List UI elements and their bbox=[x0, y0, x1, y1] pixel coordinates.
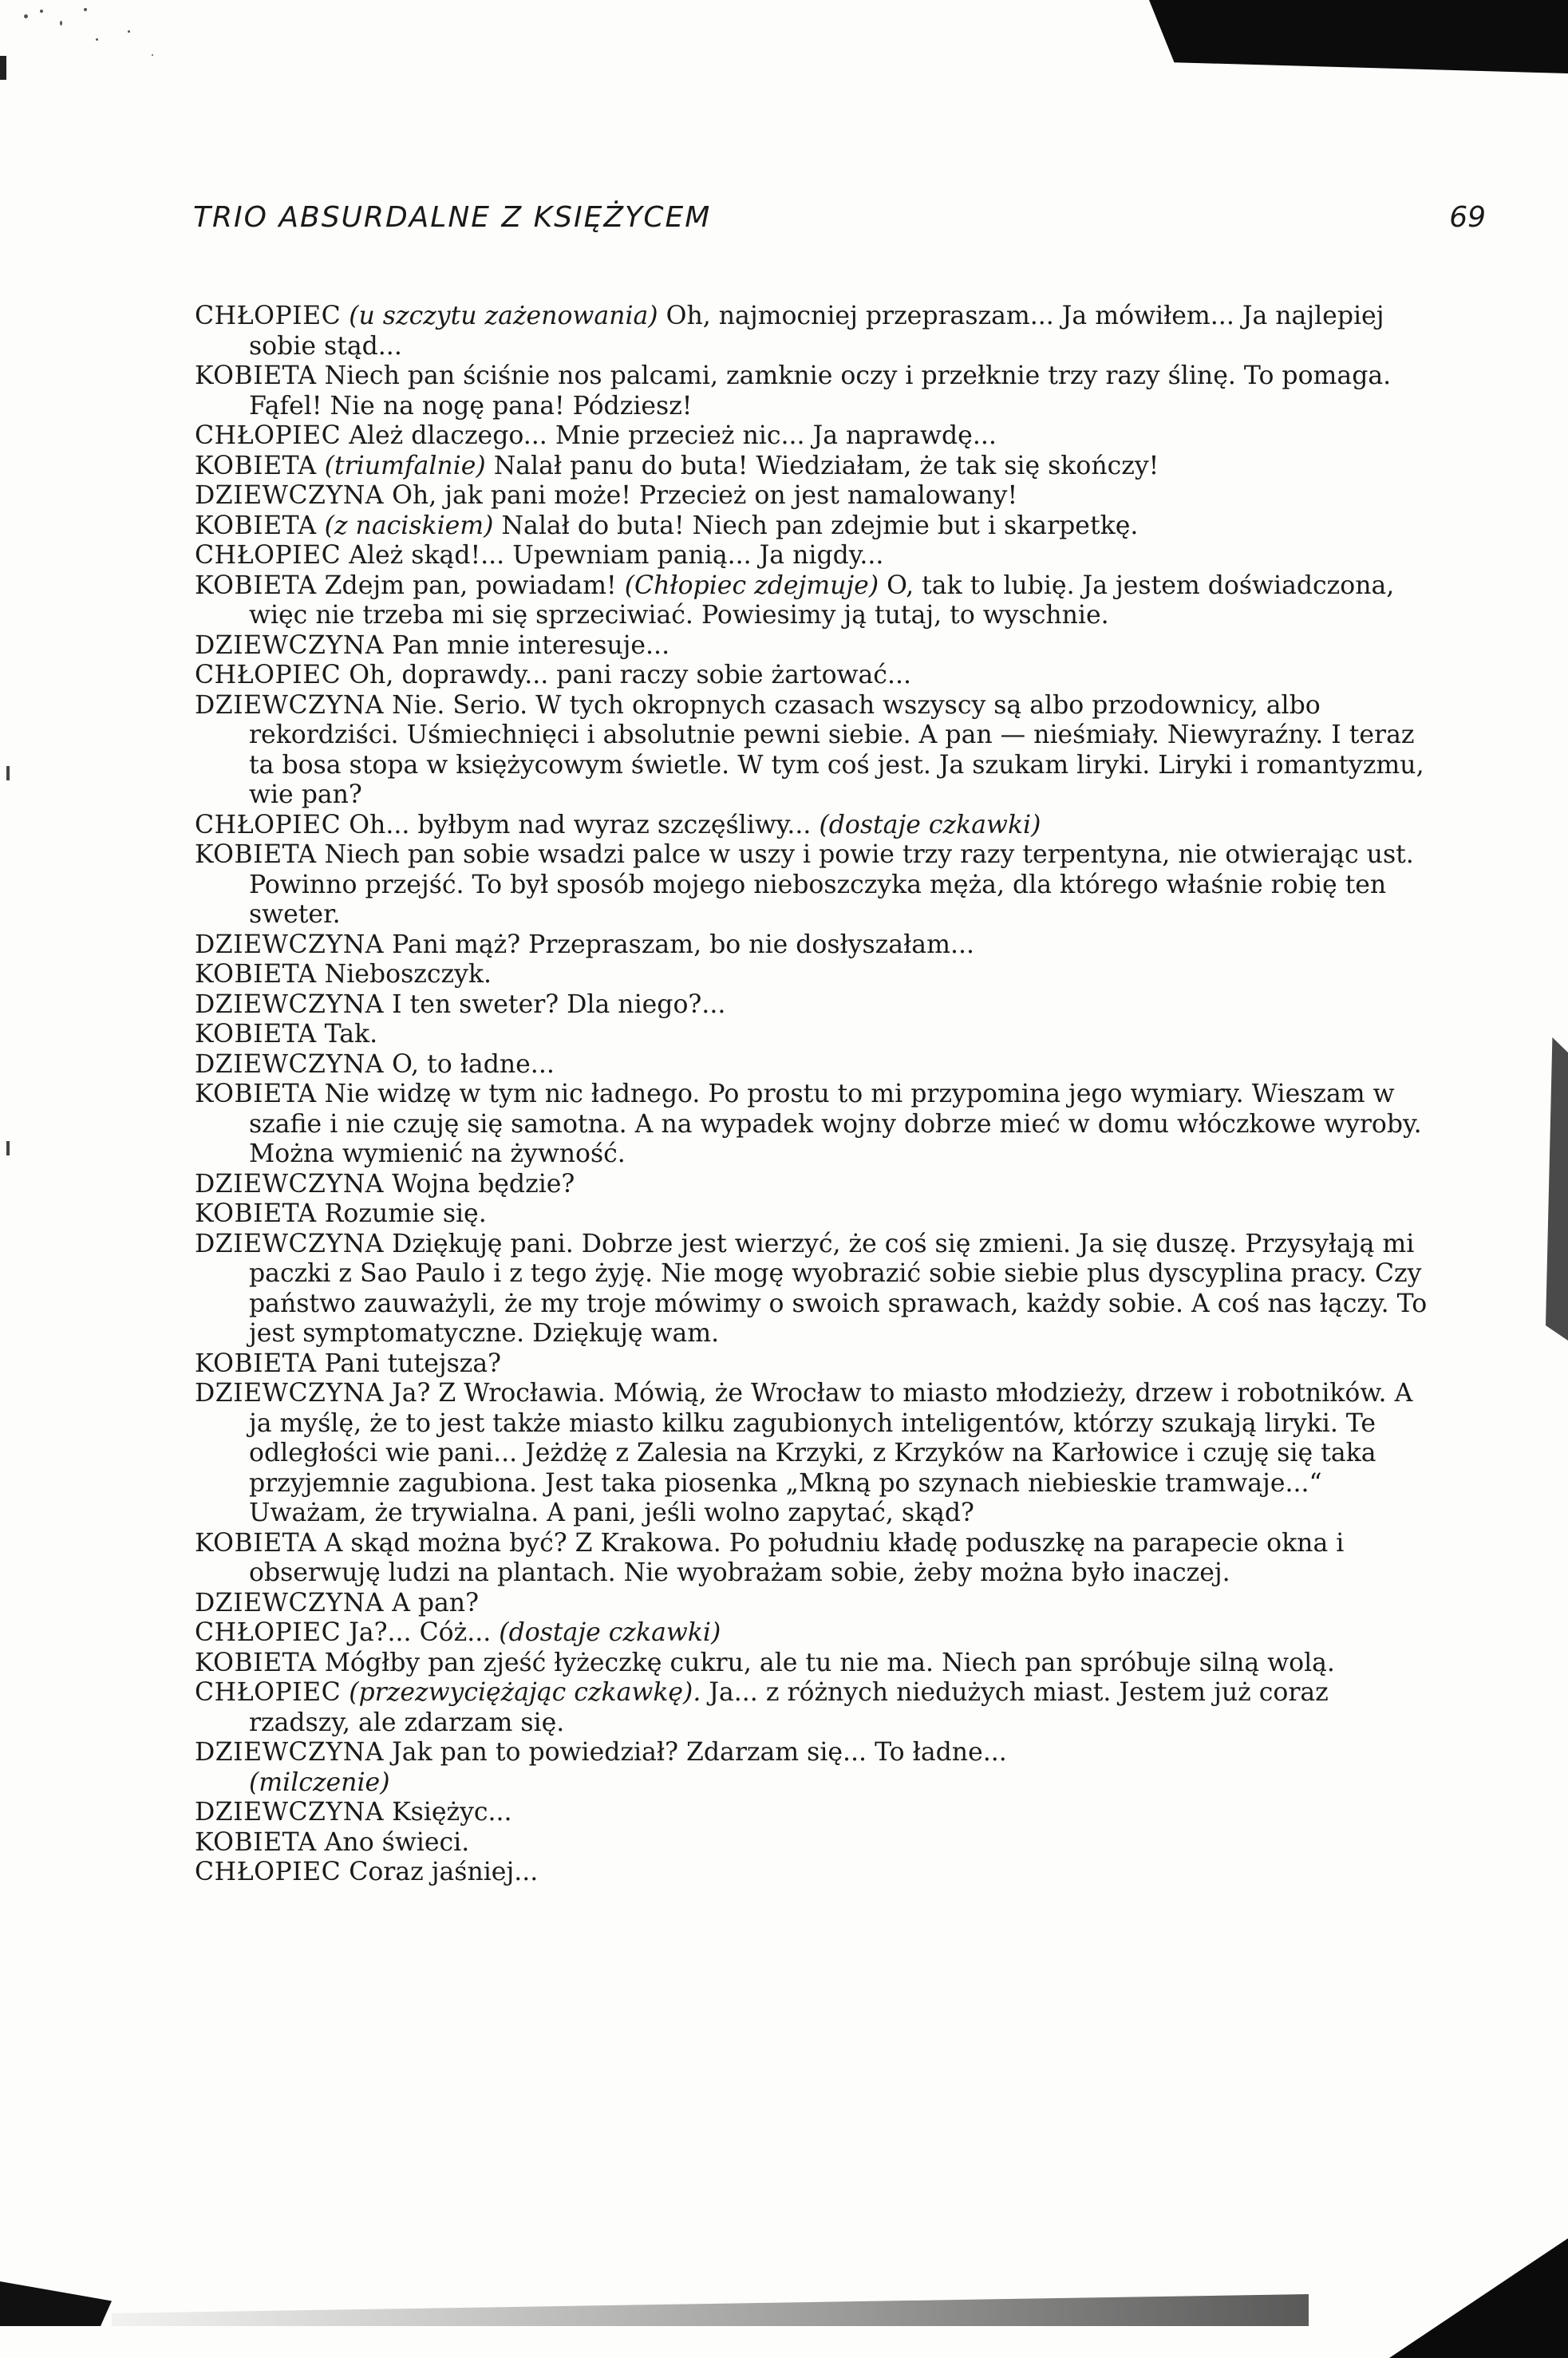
speaker-name: CHŁOPIEC bbox=[195, 541, 342, 570]
dialogue-line bbox=[195, 511, 1428, 542]
dialogue-line bbox=[195, 990, 1428, 1021]
dialogue-line bbox=[195, 1170, 1428, 1200]
dialogue-line bbox=[195, 631, 1428, 662]
line-text: Ja... z różnych niedużych miast. Jestem już coraz rzadszy, ale zdarzam się. bbox=[249, 1678, 1329, 1737]
dialogue-line bbox=[195, 691, 1428, 811]
line-text: Nie. Serio. W tych okropnych czasach wszyscy są albo przodownicy, albo rekordziści. Uśmiechnięci i absolutnie pewni siebie. A pan — nieśmiały. Niewyraźny. I teraz ta bosa stopa w księżycowym świetle. W tym coś jest. Ja szukam liryki. Liryki i romantyzmu, wie pan? bbox=[249, 690, 1424, 809]
scan-mark-left bbox=[0, 56, 6, 80]
speaker-name: KOBIETA bbox=[195, 1020, 317, 1049]
line-text: Pani mąż? Przepraszam, bo nie dosłyszałam... bbox=[392, 930, 974, 959]
line-text: Oh, doprawdy... pani raczy sobie żartować... bbox=[349, 661, 911, 689]
line-text: Niech pan ściśnie nos palcami, zamknie oczy i przełknie trzy razy ślinę. To pomaga. Fąfel! Nie na nogę pana! Pódziesz! bbox=[249, 361, 1392, 421]
speaker-name: KOBIETA bbox=[195, 451, 317, 480]
dialogue-line bbox=[195, 1349, 1428, 1380]
speaker-name: KOBIETA bbox=[195, 571, 317, 600]
dialogue-line bbox=[195, 1199, 1428, 1230]
line-text: Rozumie się. bbox=[324, 1199, 487, 1228]
speaker-name: DZIEWCZYNA bbox=[195, 1738, 385, 1767]
speaker-name: DZIEWCZYNA bbox=[195, 1049, 385, 1079]
line-text: Ano świeci. bbox=[324, 1827, 470, 1857]
speaker-name: DZIEWCZYNA bbox=[195, 1169, 385, 1199]
stage-direction: (milczenie) bbox=[249, 1768, 390, 1797]
line-text: Ależ skąd!... Upewniam panią... Ja nigdy... bbox=[349, 541, 884, 570]
dialogue-line bbox=[195, 1678, 1428, 1738]
line-text: Ja?... Cóż... bbox=[349, 1618, 492, 1647]
dialogue-line bbox=[195, 1529, 1428, 1589]
dialogue-line bbox=[195, 1828, 1428, 1858]
line-text: O, tak to lubię. Ja jestem doświadczona, więc nie trzeba mi się sprzeciwiać. Powiesimy ją tutaj, to wyschnie. bbox=[249, 571, 1395, 630]
speaker-name: KOBIETA bbox=[195, 960, 317, 989]
dialogue-line bbox=[195, 960, 1428, 990]
dialogue-line bbox=[195, 481, 1428, 511]
line-text: Oh, najmocniej przepraszam... Ja mówiłem... Ja najlepiej sobie stąd... bbox=[249, 302, 1384, 361]
line-text: Oh, jak pani może! Przecież on jest namalowany! bbox=[392, 481, 1018, 510]
line-text: Nalał do buta! Niech pan zdejmie but i skarpetkę. bbox=[501, 511, 1139, 540]
dialogue-line bbox=[195, 1080, 1428, 1170]
line-text: Nie widzę w tym nic ładnego. Po prostu to mi przypomina jego wymiary. Wieszam w szafie i nie czuję się samotna. A na wypadek wojny dobrze mieć w domu włóczkowe wyroby. Można wymienić na żywność. bbox=[249, 1080, 1422, 1168]
speaker-name: KOBIETA bbox=[195, 1349, 317, 1378]
scan-shadow-right-edge bbox=[1546, 1037, 1568, 1341]
stage-direction: (triumfalnie) bbox=[324, 451, 486, 480]
dialogue-line bbox=[195, 452, 1428, 482]
speaker-name: DZIEWCZYNA bbox=[195, 989, 385, 1019]
speaker-name: DZIEWCZYNA bbox=[195, 1588, 385, 1617]
line-text: Niech pan sobie wsadzi palce w uszy i powie trzy razy terpentyna, nie otwierając ust. Powinno przejść. To był sposób mojego nieboszczyka męża, dla którego właśnie robię ten sweter. bbox=[249, 840, 1414, 929]
line-text: A skąd można być? Z Krakowa. Po południu kładę poduszkę na parapecie okna i obserwuję ludzi na plantach. Nie wyobrażam sobie, żeby można było inaczej. bbox=[249, 1528, 1345, 1587]
dialogue-line bbox=[195, 1589, 1428, 1619]
speaker-name: CHŁOPIEC bbox=[195, 1678, 342, 1707]
dialogue-line bbox=[195, 1379, 1428, 1529]
dialogue-line bbox=[195, 840, 1428, 930]
line-text: Dziękuję pani. Dobrze jest wierzyć, że coś się zmieni. Ja się duszę. Przysyłają mi paczki z Sao Paulo i z tego żyję. Nie mogę wyobrazić sobie siebie plus dyscyplina pracy. Czy państwo zauważyli, że my troje mówimy o swoich sprawach, każdy sobie. A coś nas łączy. To jest symptomatyczne. Dziękuję wam. bbox=[249, 1229, 1428, 1348]
dialogue-line bbox=[195, 1649, 1428, 1679]
speaker-name: KOBIETA bbox=[195, 1827, 317, 1857]
scan-specks bbox=[24, 6, 168, 78]
line-text: O, to ładne... bbox=[392, 1049, 555, 1079]
dialogue-line bbox=[195, 302, 1428, 361]
speaker-name: DZIEWCZYNA bbox=[195, 690, 385, 720]
speaker-name: DZIEWCZYNA bbox=[195, 1229, 385, 1258]
line-text: Pan mnie interesuje... bbox=[392, 630, 670, 660]
dialogue-line bbox=[195, 1858, 1428, 1888]
line-text: Mógłby pan zjeść łyżeczkę cukru, ale tu nie ma. Niech pan spróbuje silną wolą. bbox=[324, 1648, 1335, 1677]
dialogue-line bbox=[195, 1768, 1428, 1799]
speaker-name: KOBIETA bbox=[195, 1199, 317, 1228]
speaker-name: DZIEWCZYNA bbox=[195, 1379, 385, 1408]
dialogue-line bbox=[195, 811, 1428, 841]
speaker-name: DZIEWCZYNA bbox=[195, 630, 385, 660]
speaker-name: KOBIETA bbox=[195, 1528, 317, 1558]
speaker-name: KOBIETA bbox=[195, 840, 317, 869]
speaker-name: KOBIETA bbox=[195, 361, 317, 390]
speaker-name: CHŁOPIEC bbox=[195, 810, 342, 839]
stage-direction: (Chłopiec zdejmuje) bbox=[624, 571, 879, 600]
line-text: I ten sweter? Dla niego?... bbox=[392, 989, 726, 1019]
line-text: Nieboszczyk. bbox=[324, 960, 492, 989]
line-text: Zdejm pan, powiadam! bbox=[324, 571, 617, 600]
scan-shadow-bottom bbox=[0, 2238, 1568, 2358]
scan-mark-left bbox=[6, 766, 10, 780]
speaker-name: DZIEWCZYNA bbox=[195, 481, 385, 510]
stage-direction: (przezwyciężając czkawkę). bbox=[349, 1678, 701, 1707]
speaker-name: KOBIETA bbox=[195, 1648, 317, 1677]
speaker-name: KOBIETA bbox=[195, 511, 317, 540]
speaker-name: CHŁOPIEC bbox=[195, 1858, 342, 1886]
scan-shadow-top-right bbox=[1149, 0, 1568, 73]
dialogue-line bbox=[195, 930, 1428, 961]
dialogue-line bbox=[195, 571, 1428, 631]
speaker-name: CHŁOPIEC bbox=[195, 661, 342, 689]
speaker-name: DZIEWCZYNA bbox=[195, 1798, 385, 1827]
line-text: Księżyc... bbox=[392, 1798, 512, 1827]
dialogue-line bbox=[195, 1230, 1428, 1349]
line-text: Pani tutejsza? bbox=[324, 1349, 502, 1378]
stage-direction: (z naciskiem) bbox=[324, 511, 494, 540]
dialogue-line bbox=[195, 1738, 1428, 1768]
line-text: Nalał panu do buta! Wiedziałam, że tak się skończy! bbox=[493, 451, 1159, 480]
dialogue-line bbox=[195, 1798, 1428, 1828]
dialogue-line bbox=[195, 421, 1428, 452]
dialogue-line bbox=[195, 1020, 1428, 1050]
speaker-name: CHŁOPIEC bbox=[195, 302, 342, 330]
dialogue-line bbox=[195, 661, 1428, 691]
speaker-name: CHŁOPIEC bbox=[195, 1618, 342, 1647]
line-text: Wojna będzie? bbox=[392, 1169, 575, 1199]
dialogue-line bbox=[195, 361, 1428, 421]
line-text: Ależ dlaczego... Mnie przecież nic... Ja naprawdę... bbox=[349, 421, 997, 450]
line-text: Ja? Z Wrocławia. Mówią, że Wrocław to miasto młodzieży, drzew i robotników. A ja myślę, że to jest także miasto kilku zagubionych inteligentów, którzy szukają liryki. Te odległości wie pani... Jeżdżę z Zalesia na Krzyki, z Krzyków na Karłowice i czuję się taka przyjemnie zagubiona. Jest taka piosenka „Mkną po szynach niebieskie tramwaje...“ Uważam, że trywialna. A pani, jeśli wolno zapytać, skąd? bbox=[249, 1379, 1413, 1527]
dialogue-line bbox=[195, 1050, 1428, 1080]
line-text: Oh... byłbym nad wyraz szczęśliwy... bbox=[349, 810, 812, 839]
line-text: A pan? bbox=[392, 1588, 479, 1617]
running-title: TRIO ABSURDALNE Z KSIĘŻYCEM bbox=[193, 201, 712, 234]
line-text: Jak pan to powiedział? Zdarzam się... To ładne... bbox=[392, 1738, 1007, 1767]
stage-direction: (dostaje czkawki) bbox=[819, 810, 1041, 839]
speaker-name: KOBIETA bbox=[195, 1080, 317, 1108]
stage-direction: (dostaje czkawki) bbox=[499, 1618, 721, 1647]
running-header bbox=[193, 201, 1486, 249]
speaker-name: DZIEWCZYNA bbox=[195, 930, 385, 959]
line-text: Tak. bbox=[324, 1020, 378, 1049]
stage-direction: (u szczytu zażenowania) bbox=[349, 302, 658, 330]
dialogue-text bbox=[195, 302, 1428, 1888]
speaker-name: CHŁOPIEC bbox=[195, 421, 342, 450]
dialogue-line bbox=[195, 1618, 1428, 1649]
scan-mark-left bbox=[6, 1141, 10, 1155]
line-text: Coraz jaśniej... bbox=[349, 1858, 539, 1886]
page-number: 69 bbox=[1449, 201, 1486, 234]
dialogue-line bbox=[195, 541, 1428, 571]
